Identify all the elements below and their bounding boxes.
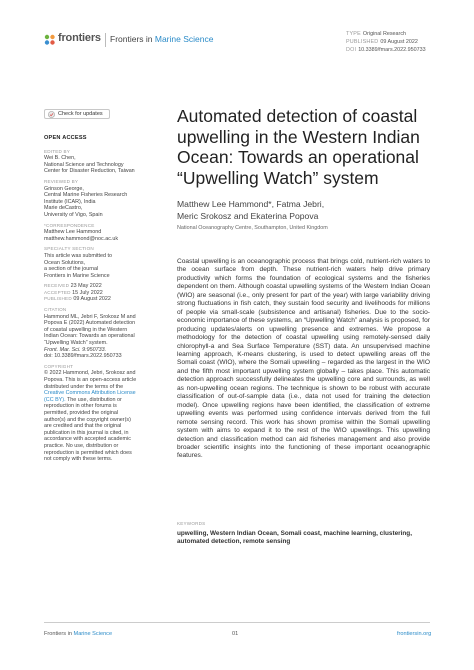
check-for-updates-label: Check for updates bbox=[58, 111, 103, 117]
meta-doi[interactable]: DOI 10.3389/fmars.2022.950733 bbox=[346, 47, 426, 54]
article-authors bbox=[177, 198, 437, 222]
cc-by-license-link[interactable]: Creative Commons Attribution License bbox=[44, 390, 136, 397]
check-for-updates-icon bbox=[48, 111, 55, 118]
edited-by-block: EDITED BY Wei B. Chen, National Science and Technology Center for Disaster Reduction, Taiwan bbox=[44, 148, 135, 175]
footer-divider bbox=[44, 622, 430, 623]
citation-block: CITATION Hammond ML, Jebri F, Srokosz M and Popova E (2022) Automated detection of coastal upwelling in the Western Indian Ocean: Towards an operational “Upwelling Watch” system. Front. Mar. Sci. 9:950733. doi: 10.3389/fmars.2022.950733 bbox=[44, 307, 136, 360]
frontiers-logo-icon bbox=[44, 34, 56, 46]
journal-name-accent: Marine Science bbox=[154, 34, 214, 44]
correspondence-block: *CORRESPONDENCE Matthew Lee Hammond matthew.hammond@noc.ac.uk bbox=[44, 223, 164, 243]
meta-published: PUBLISHED 09 August 2022 bbox=[346, 39, 418, 46]
frontiers-logo-text[interactable]: frontiers bbox=[58, 32, 101, 44]
check-for-updates-button[interactable] bbox=[44, 109, 110, 119]
article-meta bbox=[346, 30, 426, 55]
footer-journal-name: Frontiers in Marine Science bbox=[44, 631, 113, 637]
authors-line-1: Matthew Lee Hammond*, Fatma Jebri, bbox=[177, 199, 325, 209]
journal-name-prefix: Frontiers in bbox=[110, 34, 155, 44]
authors-line-2: Meric Srokosz and Ekaterina Popova bbox=[177, 211, 319, 221]
journal-name[interactable] bbox=[110, 34, 213, 44]
cc-by-short-link[interactable]: (CC BY). bbox=[44, 396, 66, 403]
article-sidebar bbox=[44, 135, 164, 467]
dates-block: RECEIVED 23 May 2022 ACCEPTED 15 July 2022 PUBLISHED 09 August 2022 bbox=[44, 283, 111, 303]
meta-type: TYPE Original Research bbox=[346, 31, 407, 37]
open-access-label: OPEN ACCESS bbox=[44, 135, 87, 141]
copyright-block: COPYRIGHT © 2022 Hammond, Jebri, Srokosz and Popova. This is an open-access article distributed under the terms of the Creative Commons Attribution License (CC BY). The use, distribution or reproduction in other forums is permitted, provided the original author(s) and the copyright owner(s) are credited and that the original publication in this journal is cited, in accordance with accepted academic practice. No use, distribution or reproduction is permitted which does not comply with these terms. bbox=[44, 364, 164, 463]
keywords-label: KEYWORDS bbox=[177, 521, 206, 526]
author-affiliation: National Oceanography Centre, Southampton, United Kingdom bbox=[177, 225, 328, 231]
article-abstract: Coastal upwelling is an oceanographic process that brings cold, nutrient-rich waters to the ocean surface from depth. These nutrient-rich waters help drive primary productivity which forms the foundation of ecological systems and the fisheries dependent on them. Although coastal upwelling systems of the Western Indian Ocean (WIO) are seasonal (i.e., only present for part of the year) with large variability driving strong fluctuations in fish catch, they sustain food security and livelihoods for millions of people via small-scale (subsistence and artisanal) fisheries. Due to the socio-economic importance of these systems, an “Upwelling Watch” analysis is proposed, for producing updates/alerts on upwelling presence and extremes. We propose a methodology for the detection of coastal upwelling using remotely-sensed daily chlorophyll-a and Sea Surface Temperature (SST) data. An unsupervised machine learning approach, K-means clustering, is used to detect upwelling areas off the Somali coast (WIO), where the Somali upwelling – regarded as the largest in the WIO and the fifth most important upwelling system globally – takes place. This automatic detection approach successfully delineates the upwelling core and surrounds, as well as non-upwelling ocean regions. The technique is shown to be robust with accurate classification of out-of-sample data (i.e., data not used for training the detection model). Once upwelling regions have been identified, the classification of extreme upwelling events was performed using confidence intervals derived from the full remote sensing record. This work has shown promise within the Somali upwelling system with aims to expand it to the rest of the WIO upwellings. This upwelling detection and classification method can aid fisheries management and also provide broader scientific insights into the functioning of these important oceanographic features. bbox=[177, 258, 430, 460]
page-number: 01 bbox=[232, 631, 239, 637]
header-divider bbox=[105, 33, 106, 47]
specialty-section-block: SPECIALTY SECTION This article was submitted to Ocean Solutions, a section of the journal Frontiers in Marine Science bbox=[44, 246, 113, 279]
footer-site-link[interactable]: frontiersin.org bbox=[397, 631, 432, 637]
article-title: Automated detection of coastal upwelling in the Western Indian Ocean: Towards an operational “Upwelling Watch” system bbox=[177, 106, 420, 188]
correspondence-email-link[interactable]: matthew.hammond@noc.ac.uk bbox=[44, 235, 119, 242]
reviewed-by-block: REVIEWED BY Grinson George, Central Marine Fisheries Research Institute (ICAR), India Marie deCastro, University of Vigo, Spain bbox=[44, 178, 128, 218]
keywords-list: upwelling, Western Indian Ocean, Somali coast, machine learning, clustering, automated detection, remote sensing bbox=[177, 530, 412, 546]
